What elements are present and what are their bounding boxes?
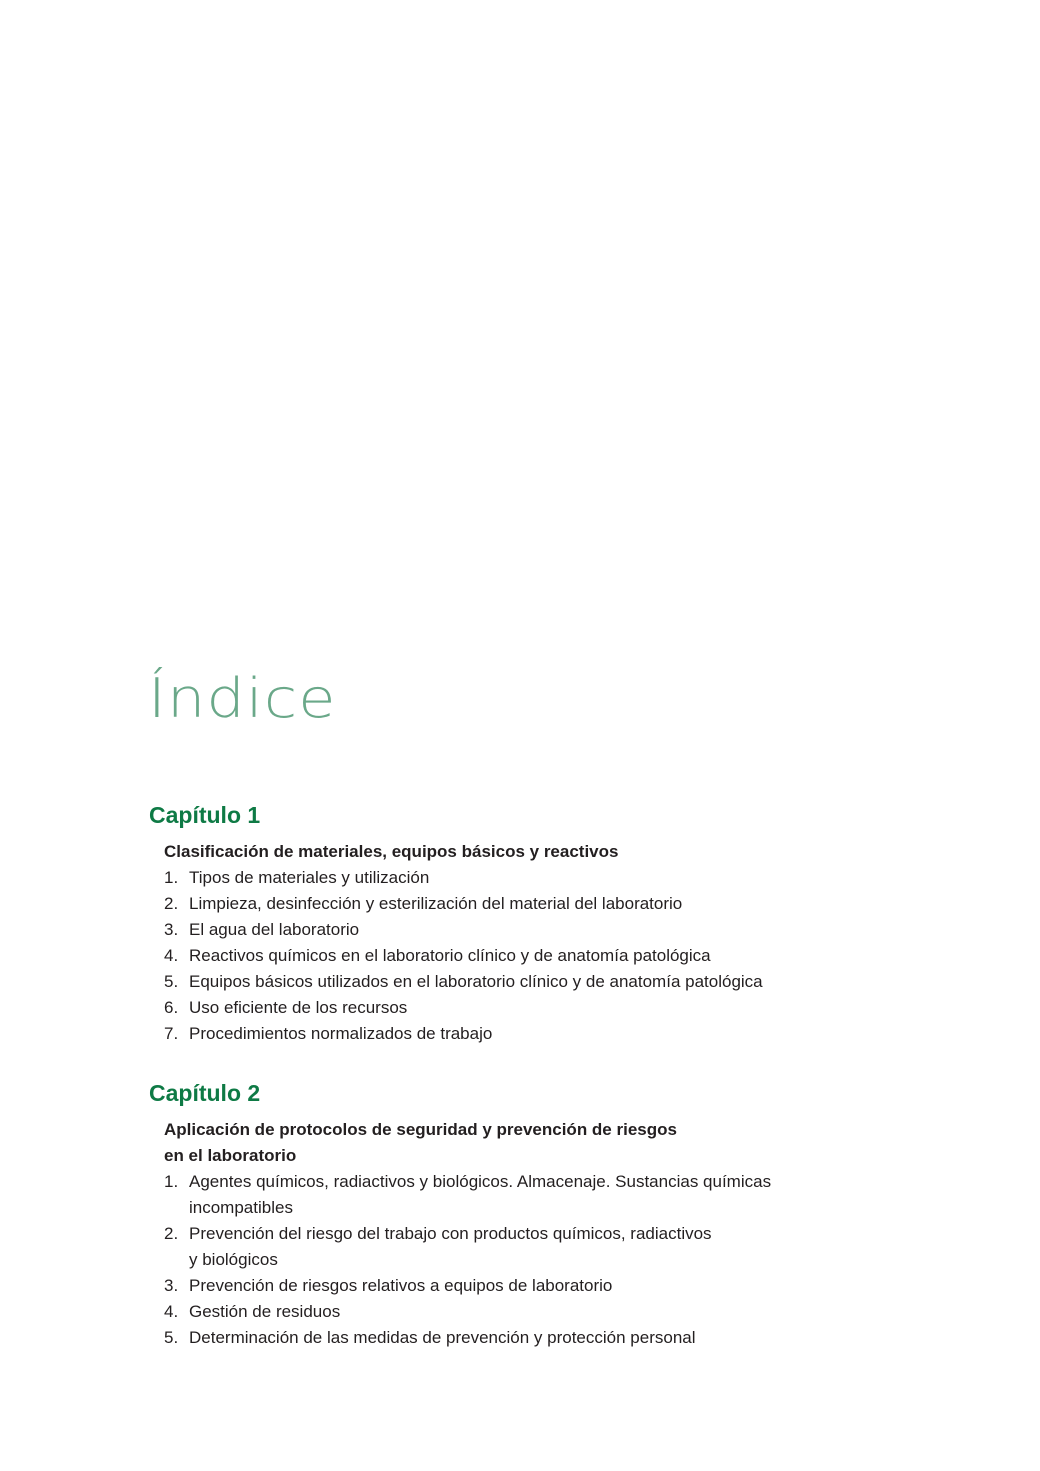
list-item <box>164 1021 869 1047</box>
topic-number: 3. <box>164 1276 179 1295</box>
topic-text <box>189 1169 869 1221</box>
list-item <box>164 1273 869 1299</box>
topic-text <box>189 995 869 1021</box>
topic-line: Uso eficiente de los recursos <box>189 998 408 1017</box>
list-item <box>164 1221 869 1273</box>
topic-line: Agentes químicos, radiactivos y biológicos. Almacenaje. Sustancias químicas <box>189 1172 772 1191</box>
topic-text <box>189 1325 869 1351</box>
topic-list <box>149 865 869 1047</box>
list-item <box>164 917 869 943</box>
topic-number: 3. <box>164 920 179 939</box>
list-item <box>164 865 869 891</box>
topic-line: El agua del laboratorio <box>189 920 360 939</box>
topic-line: Equipos básicos utilizados en el laboratorio clínico y de anatomía patológica <box>189 972 763 991</box>
topic-number: 4. <box>164 946 179 965</box>
topic-line: Procedimientos normalizados de trabajo <box>189 1024 493 1043</box>
chapter-heading: Capítulo 1 <box>149 802 261 828</box>
topic-number: 5. <box>164 1328 179 1347</box>
topic-list <box>149 1169 869 1351</box>
topic-line: Prevención de riesgos relativos a equipos de laboratorio <box>189 1276 613 1295</box>
topic-number: 2. <box>164 894 179 913</box>
topic-text <box>189 891 869 917</box>
list-item <box>164 943 869 969</box>
list-item <box>164 891 869 917</box>
chapter-subtitle <box>164 839 869 865</box>
chapter-subtitle <box>164 1117 869 1169</box>
chapter-subtitle-line: Clasificación de materiales, equipos básicos y reactivos <box>164 842 619 861</box>
chapter-subtitle-line: Aplicación de protocolos de seguridad y prevención de riesgos <box>164 1120 677 1139</box>
topic-text <box>189 1299 869 1325</box>
topic-text <box>189 943 869 969</box>
topic-text <box>189 1221 869 1273</box>
list-item <box>164 1299 869 1325</box>
topic-line: Determinación de las medidas de prevención y protección personal <box>189 1328 696 1347</box>
topic-number: 1. <box>164 1172 179 1191</box>
list-item <box>164 1169 869 1221</box>
topic-line: Prevención del riesgo del trabajo con productos químicos, radiactivos <box>189 1224 712 1243</box>
topic-line: Gestión de residuos <box>189 1302 341 1321</box>
chapter-1 <box>149 799 869 1047</box>
topic-number: 7. <box>164 1024 179 1043</box>
list-item <box>164 969 869 995</box>
topic-line: incompatibles <box>189 1198 293 1217</box>
topic-line: y biológicos <box>189 1250 278 1269</box>
topic-number: 6. <box>164 998 179 1017</box>
page-title: Índice <box>148 667 337 730</box>
topic-line: Limpieza, desinfección y esterilización del material del laboratorio <box>189 894 683 913</box>
topic-number: 4. <box>164 1302 179 1321</box>
topic-line: Reactivos químicos en el laboratorio clínico y de anatomía patológica <box>189 946 711 965</box>
topic-text <box>189 865 869 891</box>
topic-number: 1. <box>164 868 179 887</box>
chapter-heading: Capítulo 2 <box>149 1080 261 1106</box>
list-item <box>164 1325 869 1351</box>
topic-number: 2. <box>164 1224 179 1243</box>
topic-line: Tipos de materiales y utilización <box>189 868 430 887</box>
topic-text <box>189 1273 869 1299</box>
topic-text <box>189 917 869 943</box>
list-item <box>164 995 869 1021</box>
topic-text <box>189 1021 869 1047</box>
chapter-subtitle-line: en el laboratorio <box>164 1146 297 1165</box>
topic-text <box>189 969 869 995</box>
chapter-2 <box>149 1077 869 1351</box>
topic-number: 5. <box>164 972 179 991</box>
